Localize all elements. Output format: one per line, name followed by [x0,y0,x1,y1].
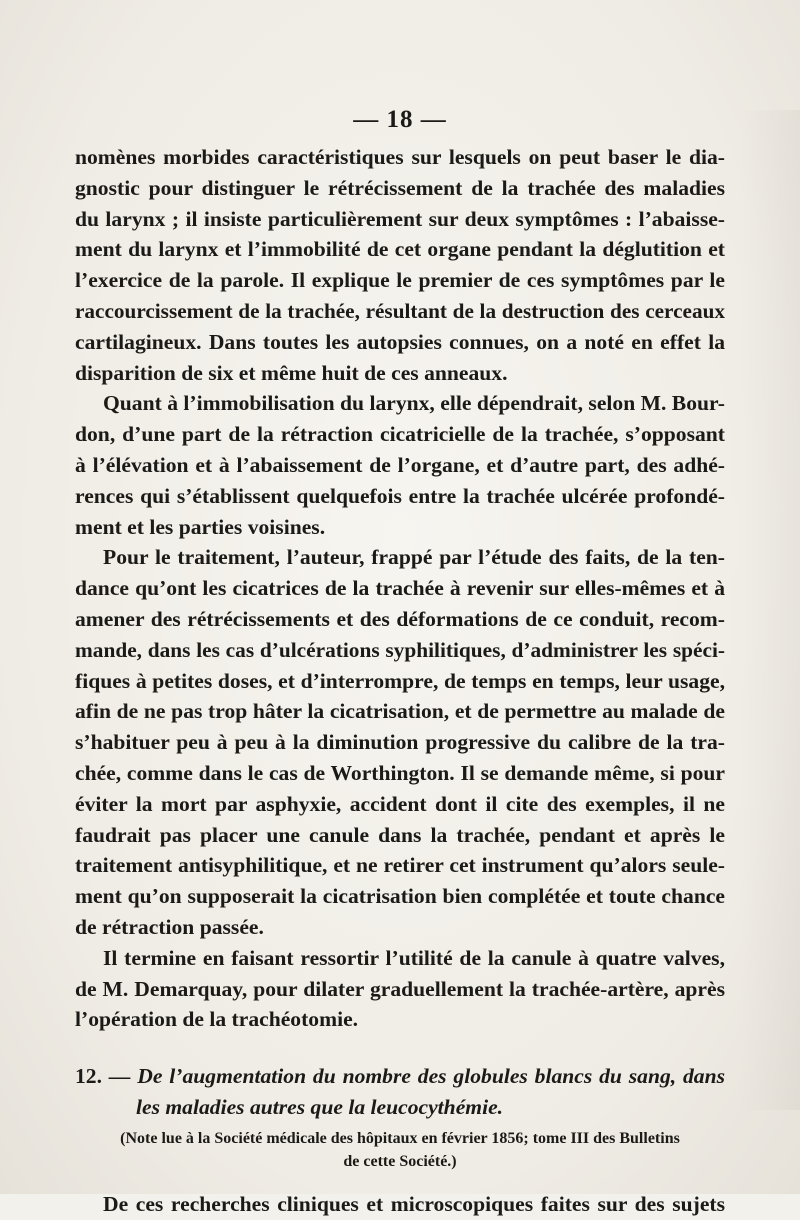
text-line: rences qui s’établissent quelquefois entre la trachée ulcérée profondé- [75,483,725,508]
paragraph-gap [75,1173,725,1189]
text-line: raccourcissement de la trachée, résultant de la destruction des cerceaux [75,298,725,323]
last-paragraph-line: De ces recherches cliniques et microscopiques faites sur des sujets [103,1191,725,1216]
section-title-line-2: les maladies autres que la leucocythémie. [136,1094,504,1119]
paragraph-3 [75,542,725,942]
text-line: Il termine en faisant ressortir l’utilité de la canule à quatre valves, [103,945,725,970]
page-number: — 18 — [353,106,447,133]
text-line: de M. Demarquay, pour dilater graduellement la trachée-artère, après [75,976,725,1001]
text-line: ment qu’on supposerait la cicatrisation bien complétée et toute chance [75,884,725,909]
text-line: nomènes morbides caractéristiques sur lesquels on peut baser le dia- [75,145,725,169]
text-line: du larynx ; il insiste particulièrement sur deux symptômes : l’abaisse- [75,206,725,231]
text-line: cartilagineux. Dans toutes les autopsies connues, on a noté en effet la [75,329,725,354]
text-line: afin de ne pas trop hâter la cicatrisation, et de permettre au malade de [75,699,725,724]
text-line: traitement antisyphilitique, et ne retirer cet instrument qu’alors seule- [75,853,725,878]
page-shadow [740,110,800,1110]
text-line: éviter la mort par asphyxie, accident dont il cite des exemples, il ne [75,791,725,816]
body-text [75,142,725,1220]
text-line: à l’élévation et à l’abaissement de l’organe, et d’autre part, des adhé- [75,452,725,477]
section-heading [75,1061,725,1123]
text-line: chée, comme dans le cas de Worthington. Il se demande même, si pour [75,760,725,785]
text-line: disparition de six et même huit de ces anneaux. [75,360,508,385]
text-line: ment du larynx et l’immobilité de cet organe pendant la déglutition et [75,237,725,262]
text-line: mande, dans les cas d’ulcérations syphilitiques, d’administrer les spéci- [75,637,725,662]
note-line-2: de cette Société.) [343,1152,457,1170]
text-line: don, d’une part de la rétraction cicatricielle de la trachée, s’opposant [75,422,725,447]
text-line: l’opération de la trachéotomie. [75,1007,359,1032]
note-line-1: (Note lue à la Société médicale des hôpitaux en février 1856; tome III des Bulletins [120,1129,680,1147]
text-line: Pour le traitement, l’auteur, frappé par l’étude des faits, de la ten- [103,545,725,570]
section-gap [75,1035,725,1061]
paragraph-4 [75,943,725,1035]
paragraph-1 [75,142,725,388]
section-title: — De l’augmentation du nombre des globules blancs du sang, dans [108,1064,725,1089]
paragraph-2 [75,388,725,542]
text-line: faudrait pas placer une canule dans la trachée, pendant et après le [75,822,725,847]
text-line: fiques à petites doses, et d’interrompre, de temps en temps, leur usage, [75,668,725,693]
section-note [75,1127,725,1173]
text-line: Quant à l’immobilisation du larynx, elle dépendrait, selon M. Bour- [103,391,725,416]
text-line: s’habituer peu à peu à la diminution progressive du calibre de la tra- [75,730,725,755]
section-title-line-1 [75,1061,725,1092]
text-line: ment et les parties voisines. [75,514,326,539]
text-line: gnostic pour distinguer le rétrécissement de la trachée des maladies [75,175,725,200]
text-line: amener des rétrécissements et des déformations de ce conduit, recom- [75,606,725,631]
text-line: de rétraction passée. [75,914,264,939]
text-line: dance qu’ont les cicatrices de la trachée à revenir sur elles-mêmes et à [75,576,725,601]
text-line: l’exercice de la parole. Il explique le premier de ces symptômes par le [75,268,725,293]
section-number: 12. [75,1064,102,1089]
